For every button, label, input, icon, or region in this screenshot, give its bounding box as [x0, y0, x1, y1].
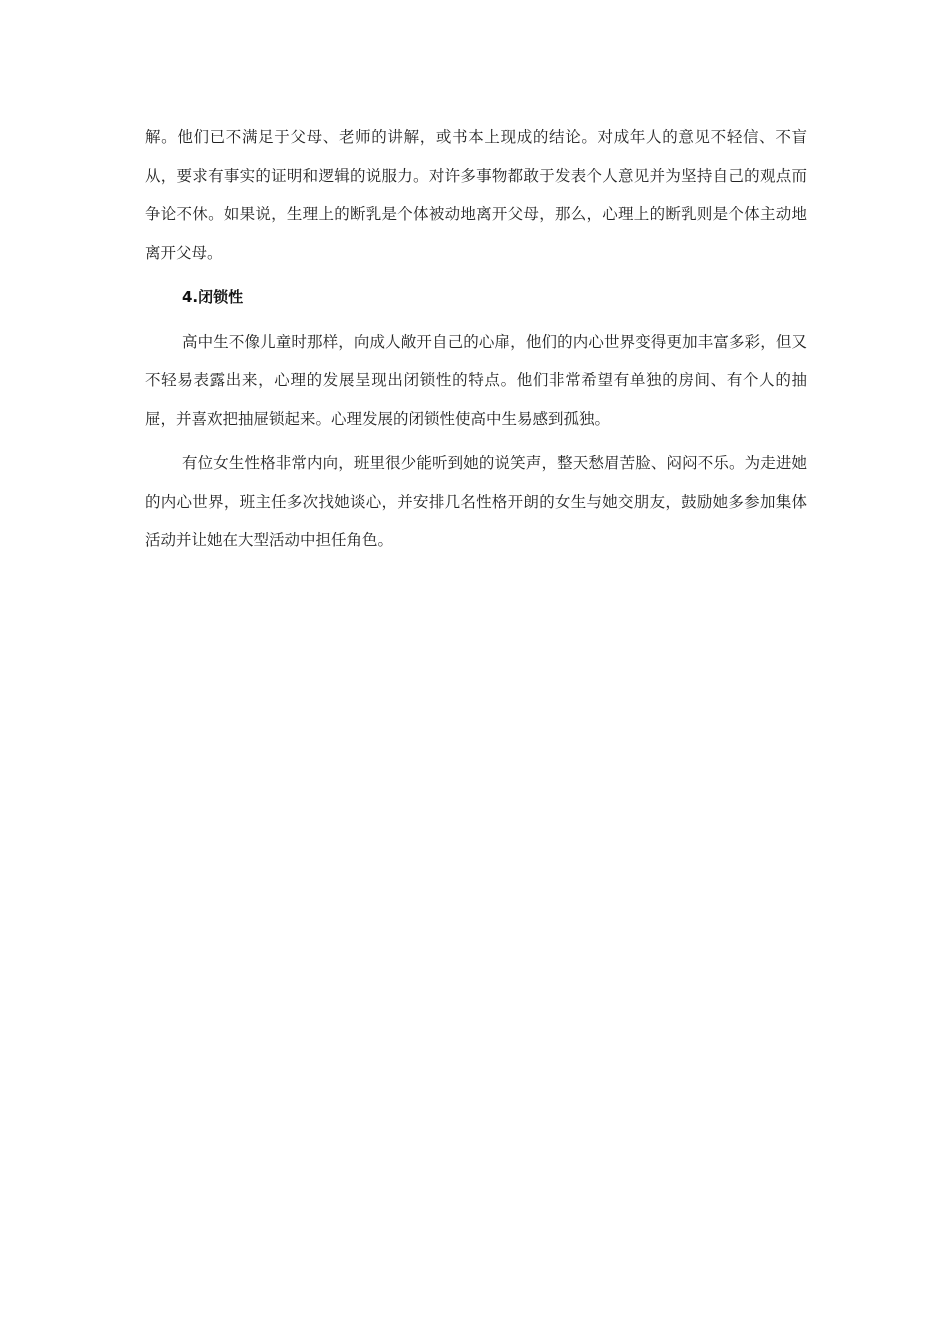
- paragraph-example: 有位女生性格非常内向，班里很少能听到她的说笑声，整天愁眉苦脸、闷闷不乐。为走进她的内心世界，班主任多次找她谈心，并安排几名性格开朗的女生与她交朋友，鼓励她多参加集体活动并让她在大型活动中担任角色。: [145, 454, 807, 549]
- paragraph-continuation: 解。他们已不满足于父母、老师的讲解，或书本上现成的结论。对成年人的意见不轻信、不盲从，要求有事实的证明和逻辑的说服力。对许多事物都敢于发表个人意见并为坚持自己的观点而争论不休。如果说，生理上的断乳是个体被动地离开父母，那么，心理上的断乳则是个体主动地离开父母。: [145, 128, 807, 262]
- section-heading: 4.闭锁性: [182, 288, 244, 306]
- paragraph-closedness: 高中生不像儿童时那样，向成人敞开自己的心扉，他们的内心世界变得更加丰富多彩，但又不轻易表露出来，心理的发展呈现出闭锁性的特点。他们非常希望有单独的房间、有个人的抽屉，并喜欢把抽屉锁起来。心理发展的闭锁性使高中生易感到孤独。: [145, 332, 807, 428]
- document-body: [145, 118, 807, 560]
